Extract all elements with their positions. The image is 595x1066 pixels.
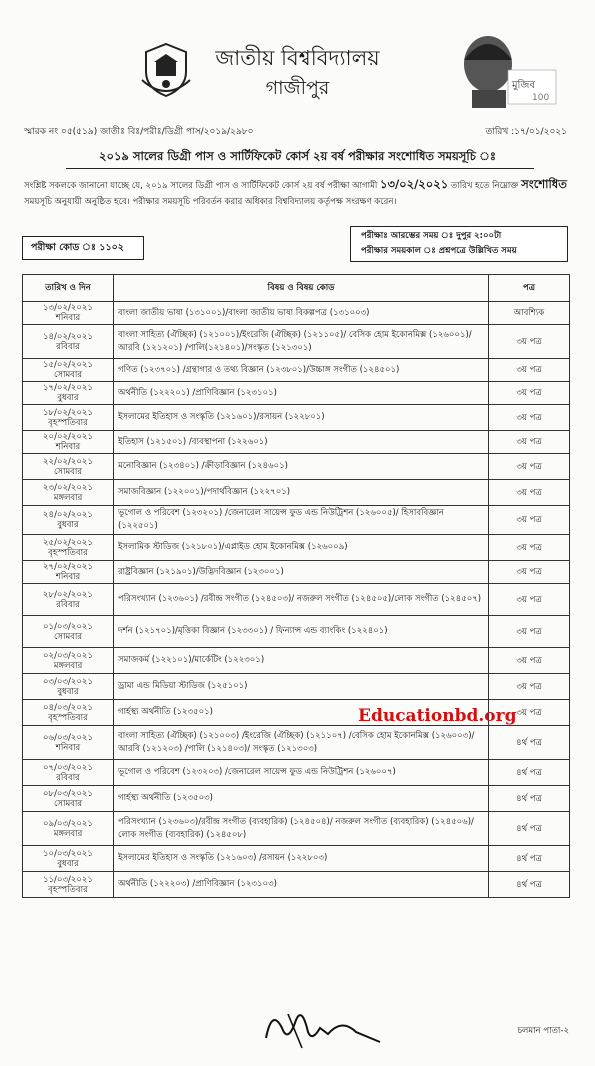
row-subject: অর্থনীতি (১২২২০১) /প্রাণিবিজ্ঞান (১২৩১০১) bbox=[114, 382, 489, 405]
table-row bbox=[23, 431, 570, 454]
row-day: বৃহস্পতিবার bbox=[48, 884, 88, 895]
row-subject: রাষ্ট্রবিজ্ঞান (১২১৯০১)/উদ্ভিদবিজ্ঞান (১২৩০০১) bbox=[114, 561, 489, 584]
memo-reference: স্মারক নং ০৫(৫১৯) জাতীঃ বিঃ/পরীঃ/ডিগ্রী পাস/২০১৯/২৯৮০ bbox=[24, 127, 254, 137]
notice-part3: সময়সূচি অনুযায়ী অনুষ্ঠিত হবে। পরীক্ষার সময়সূচি পরিবর্তন করার অধিকার বিশ্ববিদ্যালয় কর্তৃপক্ষ সংরক্ষণ করেন। bbox=[24, 197, 397, 207]
row-date: ১৩/০২/২০২১ bbox=[43, 303, 93, 313]
row-date-day bbox=[23, 325, 114, 359]
row-date-day bbox=[23, 561, 114, 584]
notice-start-date: ১৩/০২/২০২১ bbox=[380, 177, 449, 191]
row-day: রবিবার bbox=[56, 599, 80, 610]
row-date: ০৪/০৩/২০২১ bbox=[43, 702, 93, 713]
row-date: ০৯/০৩/২০২১ bbox=[43, 818, 93, 829]
row-date-day bbox=[23, 302, 114, 325]
row-date-day bbox=[23, 405, 114, 431]
row-paper: ৪র্থ পত্র bbox=[489, 786, 570, 812]
row-date-day bbox=[23, 648, 114, 674]
row-subject: অর্থনীতি (১২২২০৩) /প্রাণিবিজ্ঞান (১২৩১০৩) bbox=[114, 872, 489, 898]
table-row bbox=[23, 506, 570, 535]
university-name: জাতীয় বিশ্ববিদ্যালয় bbox=[215, 46, 380, 70]
notice-revised-word: সংশোধিত bbox=[521, 177, 567, 191]
watermark-text: Educationbd.org bbox=[358, 706, 517, 726]
row-paper: ৩য় পত্র bbox=[489, 506, 570, 535]
table-row bbox=[23, 846, 570, 872]
row-date-day bbox=[23, 506, 114, 535]
mujib-100-logo-icon bbox=[450, 30, 560, 108]
table-row bbox=[23, 584, 570, 616]
row-date: ০১/০৩/২০২১ bbox=[43, 621, 93, 632]
row-day: সোমবার bbox=[53, 466, 83, 477]
row-subject: বাংলা সাহিত্য (ঐচ্ছিক) (১২১০০৩) /ইংরেজি (ঐচ্ছিক) (১২১১০৭) /বেসিক হোম ইকোনমিক্স (১২৬০০৩)/ আরবি (১২১২০৩) /পালি (১২১৪০৩)/ সংস্কৃত (১২১৩০৩) bbox=[114, 726, 489, 760]
row-date-day bbox=[23, 359, 114, 382]
row-date-day bbox=[23, 760, 114, 786]
row-day: মঙ্গলবার bbox=[53, 492, 83, 503]
row-subject: ইসলামের ইতিহাস ও সংস্কৃতি (১২১৬০৩) /রসায়ন (১২২৮০৩) bbox=[114, 846, 489, 872]
table-row bbox=[23, 616, 570, 648]
row-paper: ৪র্থ পত্র bbox=[489, 726, 570, 760]
row-date-day bbox=[23, 674, 114, 700]
row-paper: ৩য় পত্র bbox=[489, 561, 570, 584]
table-row bbox=[23, 325, 570, 359]
row-subject: সমাজবিজ্ঞান (১২২০০১)/পদার্থবিজ্ঞান (১২২৭০১) bbox=[114, 480, 489, 506]
row-paper: ৩য় পত্র bbox=[489, 616, 570, 648]
row-date: ১৪/০২/২০২১ bbox=[43, 331, 93, 342]
row-date: ২৫/০২/২০২১ bbox=[43, 537, 93, 548]
row-subject: ভূগোল ও পরিবেশ (১২৩২০১) /জেনারেল সায়েন্স ফুড এন্ড নিউট্রিশন (১২৬০০৫)/ হিসাববিজ্ঞান (১২২৫০১) bbox=[114, 506, 489, 535]
row-subject: দর্শন (১২১৭০১)/মৃত্তিকা বিজ্ঞান (১২৩৩০১) / ফিন্যান্স এন্ড ব্যাংকিং (১২২৪০১) bbox=[114, 616, 489, 648]
row-paper: ৩য় পত্র bbox=[489, 700, 570, 726]
table-row bbox=[23, 382, 570, 405]
row-paper: ৪র্থ পত্র bbox=[489, 760, 570, 786]
notice-part2: তারিখ হতে নিম্নোক্ত bbox=[450, 181, 519, 191]
row-subject: গার্হস্থ্য অর্থনীতি (১২৩৫০৩) bbox=[114, 786, 489, 812]
row-date: ০৮/০৩/২০২১ bbox=[43, 788, 93, 799]
row-paper: ৪র্থ পত্র bbox=[489, 872, 570, 898]
table-row bbox=[23, 480, 570, 506]
row-subject: বাংলা সাহিত্য (ঐচ্ছিক) (১২১০০১)/ইংরেজি (ঐচ্ছিক) (১২১১০৫)/ বেসিক হোম ইকোনমিক্স (১২৬০০১)/ আরবি (১২১২০১) /পালি(১২১৪০১)/সংস্কৃত (১২১৩০১) bbox=[114, 325, 489, 359]
row-subject: ভূগোল ও পরিবেশ (১২৩২০৩) /জেনারেল সায়েন্স ফুড এন্ড নিউট্রিশন (১২৬০০৭) bbox=[114, 760, 489, 786]
row-date-day bbox=[23, 431, 114, 454]
memo-date: তারিখ :১৭/০১/২০২১ bbox=[485, 127, 567, 137]
table-row bbox=[23, 726, 570, 760]
row-date-day bbox=[23, 535, 114, 561]
row-subject: মনোবিজ্ঞান (১২৩৪০১) /ক্রীড়াবিজ্ঞান (১২৪৬০১) bbox=[114, 454, 489, 480]
row-day: সোমবার bbox=[53, 370, 83, 380]
table-row bbox=[23, 535, 570, 561]
row-day: বৃহস্পতিবার bbox=[48, 547, 88, 558]
row-date: ১৮/০২/২০২১ bbox=[43, 407, 93, 418]
row-subject: পরিসংখ্যান (১২৩৬০৩)/রবীন্দ্র সংগীত (ব্যবহারিক) (১২৪৫০৪)/ নজরুল সংগীত (ব্যবহারিক) (১২৪৫০৬)/লোক সংগীত (ব্যবহারিক) (১২৪৫০৮) bbox=[114, 812, 489, 846]
row-day: শনিবার bbox=[55, 572, 81, 582]
row-subject: বাংলা জাতীয় ভাষা (১৩১০০১)/বাংলা জাতীয় ভাষা বিকল্পপত্র (১৩১০০৩) bbox=[114, 302, 489, 325]
table-row bbox=[23, 648, 570, 674]
exam-code-box: পরীক্ষা কোড ঃ ১১০২ bbox=[22, 236, 144, 260]
row-paper: ৪র্থ পত্র bbox=[489, 812, 570, 846]
row-date-day bbox=[23, 616, 114, 648]
table-row bbox=[23, 872, 570, 898]
row-paper: ৩য় পত্র bbox=[489, 535, 570, 561]
row-date: ১১/০৩/২০২১ bbox=[43, 874, 93, 885]
row-paper: ৩য় পত্র bbox=[489, 405, 570, 431]
row-day: শনিবার bbox=[55, 742, 81, 753]
row-day: মঙ্গলবার bbox=[53, 660, 83, 671]
table-row bbox=[23, 561, 570, 584]
row-date-day bbox=[23, 454, 114, 480]
notice-paragraph bbox=[24, 176, 572, 210]
row-date: ১৭/০২/২০২১ bbox=[43, 383, 93, 393]
row-day: শনিবার bbox=[55, 313, 81, 323]
row-subject: ইসলামের ইতিহাস ও সংস্কৃতি (১২১৬০১)/রসায়ন (১২২৮০১) bbox=[114, 405, 489, 431]
row-day: শনিবার bbox=[55, 442, 81, 452]
row-date-day bbox=[23, 872, 114, 898]
row-date-day bbox=[23, 786, 114, 812]
table-row bbox=[23, 674, 570, 700]
row-day: বুধবার bbox=[57, 520, 79, 530]
page-title: ২০১৯ সালের ডিগ্রী পাস ও সার্টিফিকেট কোর্স ২য় বর্ষ পরীক্ষার সংশোধিত সময়সূচি ঃ bbox=[99, 149, 496, 163]
svg-text:মুজিব: মুজিব bbox=[512, 80, 535, 91]
row-date: ২৪/০২/২০২১ bbox=[43, 510, 93, 520]
signature-icon bbox=[258, 998, 388, 1052]
header-date-day: তারিখ ও দিন bbox=[23, 275, 114, 302]
row-date: ২৩/০২/২০২১ bbox=[43, 482, 93, 493]
row-paper: ৩য় পত্র bbox=[489, 584, 570, 616]
notice-part1: সংশ্লিষ্ট সকলকে জানানো যাচ্ছে যে, ২০১৯ সালের ডিগ্রী পাস ও সার্টিফিকেট কোর্স ২য় বর্ষ পরীক্ষা আগামী bbox=[24, 181, 378, 191]
exam-start-time: পরীক্ষাঃ আরম্ভের সময় ঃ দুপুর ২:০০টা bbox=[361, 231, 502, 241]
title-underline bbox=[66, 168, 534, 169]
row-paper: ৪র্থ পত্র bbox=[489, 846, 570, 872]
continued-note: চলমান পাতা-২ bbox=[517, 1026, 569, 1036]
row-paper: ৩য় পত্র bbox=[489, 648, 570, 674]
row-date: ১০/০৩/২০২১ bbox=[43, 848, 93, 859]
row-date: ০৩/০৩/২০২১ bbox=[43, 676, 93, 687]
row-date: ২৭/০২/২০২১ bbox=[43, 562, 93, 572]
row-paper: ৩য় পত্র bbox=[489, 480, 570, 506]
row-paper: ৩য় পত্র bbox=[489, 674, 570, 700]
row-date: ০২/০৩/২০২১ bbox=[43, 650, 93, 661]
row-subject: গণিত (১২৩৭০১) /গ্রন্থাগার ও তথ্য বিজ্ঞান (১২৩৮০১)/উচ্চাঙ্গ সংগীত (১২৪৫০১) bbox=[114, 359, 489, 382]
row-day: রবিবার bbox=[56, 341, 80, 352]
row-date: ২০/০২/২০২১ bbox=[43, 432, 93, 442]
table-row bbox=[23, 359, 570, 382]
table-row bbox=[23, 760, 570, 786]
row-day: রবিবার bbox=[56, 772, 80, 783]
row-date-day bbox=[23, 812, 114, 846]
row-paper: ৩য় পত্র bbox=[489, 359, 570, 382]
row-subject: ইসলামিক স্টাডিজ (১২১৮০১)/এপ্লাইড হোম ইকোনমিক্স (১২৬০০৯) bbox=[114, 535, 489, 561]
row-day: বৃহস্পতিবার bbox=[48, 712, 88, 723]
row-day: সোমবার bbox=[53, 631, 83, 642]
header-subject: বিষয় ও বিষয় কোড bbox=[114, 275, 489, 302]
row-paper: ৩য় পত্র bbox=[489, 454, 570, 480]
row-date-day bbox=[23, 480, 114, 506]
row-date-day bbox=[23, 382, 114, 405]
table-row bbox=[23, 405, 570, 431]
row-date-day bbox=[23, 726, 114, 760]
row-subject: গার্হস্থ্য অর্থনীতি (১২৩৫০১) bbox=[114, 700, 489, 726]
row-day: বুধবার bbox=[57, 858, 79, 869]
row-paper: আবশ্যিক bbox=[489, 302, 570, 325]
row-date-day bbox=[23, 846, 114, 872]
table-row bbox=[23, 786, 570, 812]
row-day: বৃহস্পতিবার bbox=[48, 417, 88, 428]
row-date: ১৫/০২/২০২১ bbox=[43, 360, 93, 370]
row-date-day bbox=[23, 584, 114, 616]
row-day: বুধবার bbox=[57, 686, 79, 697]
row-date: ২২/০২/২০২১ bbox=[43, 456, 93, 467]
row-day: বুধবার bbox=[57, 393, 79, 403]
table-row bbox=[23, 812, 570, 846]
row-subject: সমাজকর্ম (১২২১০১)/মার্কেটিং (১২২৩০১) bbox=[114, 648, 489, 674]
row-subject: পরিসংখ্যান (১২৩৬০১) /রবীন্দ্র সংগীত (১২৪৫০৩)/ নজরুল সংগীত (১২৪৫০৫)/লোক সংগীত (১২৪৫০৭) bbox=[114, 584, 489, 616]
row-subject: ইতিহাস (১২১৫০১) /ব্যবস্থাপনা (১২২৬০১) bbox=[114, 431, 489, 454]
row-subject: ড্রামা এন্ড মিডিয়া স্টাডিজ (১২৫১০১) bbox=[114, 674, 489, 700]
header-paper: পত্র bbox=[489, 275, 570, 302]
exam-duration: পরীক্ষার সময়কাল ঃ প্রশ্নপত্রে উল্লিখিত সময় bbox=[361, 246, 517, 256]
university-city: গাজীপুর bbox=[265, 77, 330, 99]
table-row bbox=[23, 302, 570, 325]
exam-time-box bbox=[350, 226, 568, 262]
schedule-table bbox=[22, 274, 570, 898]
row-paper: ৩য় পত্র bbox=[489, 382, 570, 405]
row-day: সোমবার bbox=[53, 798, 83, 809]
row-date-day bbox=[23, 700, 114, 726]
row-date: ২৮/০২/২০২১ bbox=[43, 589, 93, 600]
row-paper: ৩য় পত্র bbox=[489, 325, 570, 359]
table-header-row bbox=[23, 275, 570, 302]
row-date: ০৬/০৩/২০২১ bbox=[43, 732, 93, 743]
row-paper: ৩য় পত্র bbox=[489, 431, 570, 454]
row-day: মঙ্গলবার bbox=[53, 828, 83, 839]
svg-text:100: 100 bbox=[532, 93, 550, 103]
row-date: ০৭/০৩/২০২১ bbox=[43, 762, 93, 773]
table-row bbox=[23, 454, 570, 480]
